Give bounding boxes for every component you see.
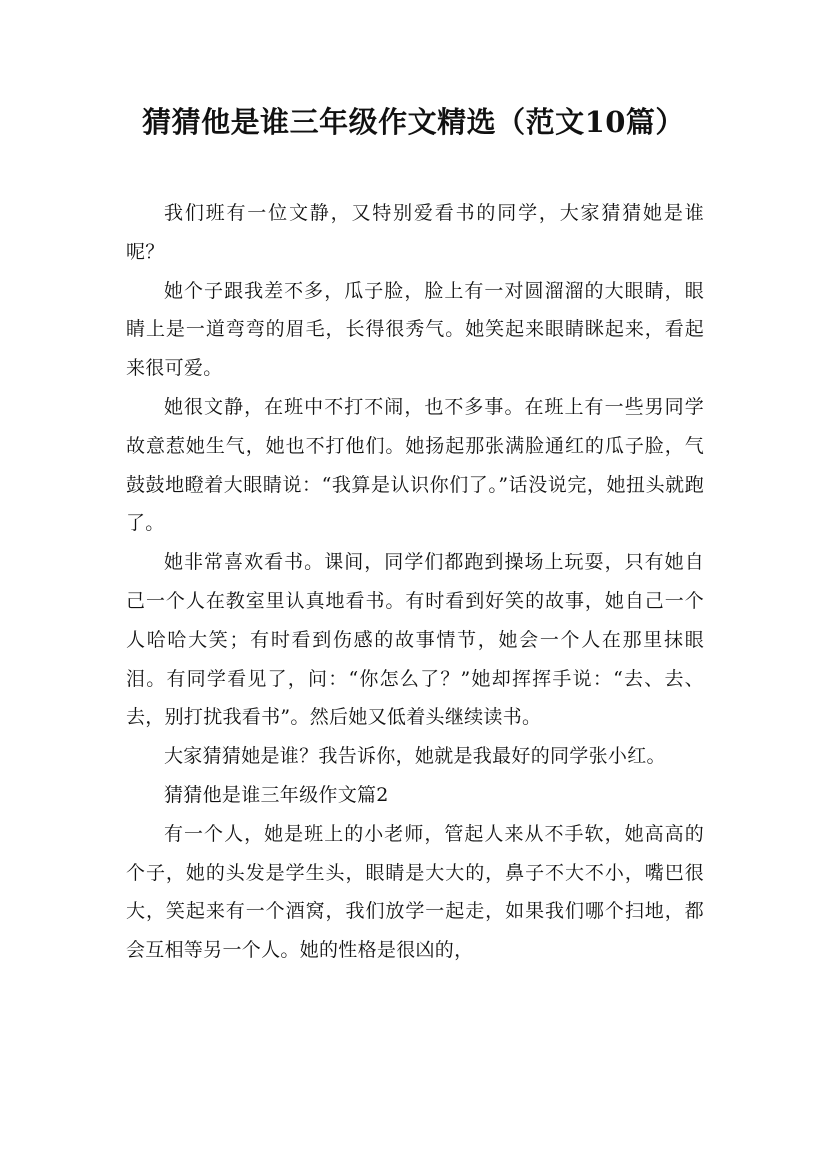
paragraph: 她很文静，在班中不打不闹，也不多事。在班上有一些男同学故意惹她生气，她也不打他们。她扬起那张满脸通红的瓜子脸，气鼓鼓地瞪着大眼睛说：“我算是认识你们了。”话没说完，她扭头就跑了。 xyxy=(126,395,704,535)
section-heading: 猜猜他是谁三年级作文篇2 xyxy=(164,783,389,806)
paragraph: 有一个人，她是班上的小老师，管起人来从不手软，她高高的个子，她的头发是学生头，眼睛是大大的，鼻子不大不小，嘴巴很大，笑起来有一个酒窝，我们放学一起走，如果我们哪个扫地，都会互相等另一个人。她的性格是很凶的， xyxy=(126,822,704,962)
document-body xyxy=(126,194,704,970)
paragraph: 她个子跟我差不多，瓜子脸，脸上有一对圆溜溜的大眼睛，眼睛上是一道弯弯的眉毛，长得很秀气。她笑起来眼睛眯起来，看起来很可爱。 xyxy=(126,279,704,380)
paragraph: 我们班有一位文静，又特别爱看书的同学，大家猜猜她是谁呢？ xyxy=(126,202,704,263)
paragraph: 大家猜猜她是谁？我告诉你，她就是我最好的同学张小红。 xyxy=(164,745,666,768)
paragraph: 她非常喜欢看书。课间，同学们都跑到操场上玩耍，只有她自己一个人在教室里认真地看书。有时看到好笑的故事，她自己一个人哈哈大笑；有时看到伤感的故事情节，她会一个人在那里抹眼泪。有同学看见了，问：“你怎么了？”她却挥挥手说：“去、去、去，别打扰我看书”。然后她又低着头继续读书。 xyxy=(126,551,704,729)
document-title: 猜猜他是谁三年级作文精选（范文10篇） xyxy=(142,105,685,139)
